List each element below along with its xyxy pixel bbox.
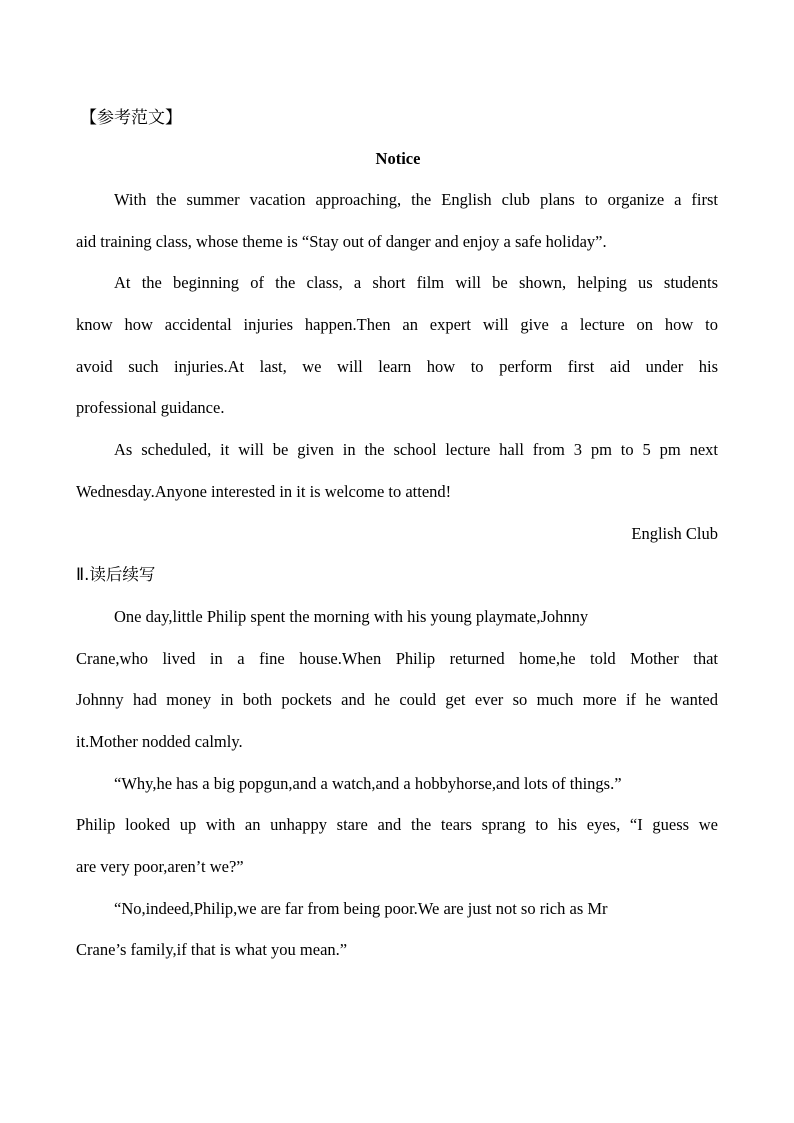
paragraph-line: Johnny had money in both pockets and he could get ever so much more if he wanted — [76, 690, 718, 710]
story-paragraph-3 — [76, 888, 718, 971]
notice-paragraph-3 — [76, 429, 718, 512]
continuation-heading: Ⅱ.读后续写 — [76, 565, 156, 585]
notice-title: Notice — [375, 149, 421, 168]
notice-signature: English Club — [631, 523, 718, 543]
paragraph-line: Crane,who lived in a fine house.When Philip returned home,he told Mother that — [76, 648, 718, 668]
paragraph-line: Wednesday.Anyone interested in it is welcome to attend! — [76, 481, 452, 501]
story-paragraph-2 — [76, 763, 718, 888]
paragraph-line: One day,little Philip spent the morning with his young playmate,Johnny — [114, 606, 589, 626]
paragraph-line: As scheduled, it will be given in the school lecture hall from 3 pm to 5 pm next — [114, 440, 718, 460]
paragraph-line: professional guidance. — [76, 398, 225, 418]
model-essay-label: 【参考范文】 — [80, 108, 182, 128]
paragraph-line: Philip looked up with an unhappy stare and the tears sprang to his eyes, “I guess we — [76, 815, 718, 835]
paragraph-line: it.Mother nodded calmly. — [76, 731, 243, 751]
paragraph-line: are very poor,aren’t we?” — [76, 857, 244, 876]
notice-paragraph-2 — [76, 262, 718, 429]
paragraph-line: “Why,he has a big popgun,and a watch,and a hobbyhorse,and lots of things.” — [114, 773, 622, 793]
paragraph-line: Crane’s family,if that is what you mean.” — [76, 940, 348, 960]
paragraph-line: know how accidental injuries happen.Then an expert will give a lecture on how to — [76, 315, 718, 335]
paragraph-line: At the beginning of the class, a short film will be shown, helping us students — [114, 273, 718, 293]
story-paragraph-1 — [76, 596, 718, 763]
paragraph-line: avoid such injuries.At last, we will learn how to perform first aid under his — [76, 356, 718, 376]
paragraph-line: “No,indeed,Philip,we are far from being poor.We are just not so rich as Mr — [114, 898, 608, 918]
page-content — [76, 100, 718, 971]
paragraph-line: aid training class, whose theme is “Stay out of danger and enjoy a safe holiday”. — [76, 231, 607, 251]
paragraph-line: With the summer vacation approaching, the English club plans to organize a first — [114, 190, 718, 209]
notice-paragraph-1 — [76, 179, 718, 262]
